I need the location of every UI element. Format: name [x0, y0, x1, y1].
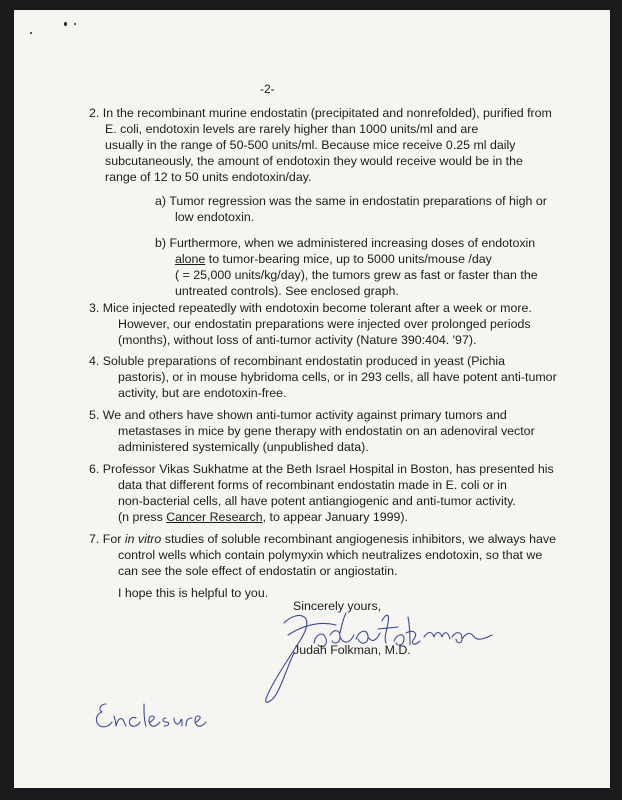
- item-2a-line: a) Tumor regression was the same in endostatin preparations of high or: [155, 194, 547, 208]
- press-prefix: (n press: [118, 510, 167, 524]
- item-6-line: [118, 510, 408, 526]
- journal-name: Cancer Research: [166, 510, 263, 524]
- item-7-line: can see the sole effect of endostatin or angiostatin.: [118, 564, 398, 578]
- item-6-line: data that different forms of recombinant endostatin made in E. coli or in: [118, 478, 507, 492]
- closing-line: I hope this is helpful to you.: [118, 586, 269, 600]
- item-2b-line: untreated controls). See enclosed graph.: [175, 284, 399, 298]
- item-6-line: non-bacterial cells, all have potent antiangiogenic and anti-tumor activity.: [118, 494, 516, 508]
- item-7-prefix: 7. For: [89, 532, 125, 546]
- in-vitro-italic: in vitro: [124, 532, 162, 546]
- item-7-line: control wells which contain polymyxin which neutralizes endotoxin, so that we: [118, 548, 543, 562]
- item-2b-text: to tumor-bearing mice, up to 5000 units/mouse /day: [205, 252, 492, 266]
- item-3-line: However, our endostatin preparations were injected over prolonged periods: [118, 317, 531, 331]
- item-4-line: activity, but are endotoxin-free.: [118, 386, 287, 400]
- item-6-line: 6. Professor Vikas Sukhatme at the Beth Israel Hospital in Boston, has presented his: [89, 462, 554, 476]
- item-2-line: 2. In the recombinant murine endostatin (precipitated and nonrefolded), purified from: [89, 106, 552, 120]
- item-5-line: 5. We and others have shown anti-tumor activity against primary tumors and: [89, 408, 507, 422]
- item-4-line: pastoris), or in mouse hybridoma cells, or in 293 cells, all have potent anti-tumor: [118, 370, 557, 384]
- item-4-line: 4. Soluble preparations of recombinant endostatin produced in yeast (Pichia: [89, 354, 506, 368]
- signer-name: Judah Folkman, M.D.: [293, 643, 411, 657]
- item-5-line: administered systemically (unpublished data).: [118, 440, 369, 454]
- item-2-line: usually in the range of 50-500 units/ml. Because mice receive 0.25 ml daily: [105, 138, 516, 152]
- paper-speck: [30, 32, 32, 34]
- underlined-alone: alone: [175, 252, 206, 266]
- item-3-line: 3. Mice injected repeatedly with endotoxin become tolerant after a week or more.: [89, 301, 532, 315]
- page-number: -2-: [260, 82, 275, 96]
- item-2b-line: b) Furthermore, when we administered increasing doses of endotoxin: [155, 236, 536, 250]
- paper-speck: [64, 22, 67, 26]
- item-2b-line: ( = 25,000 units/kg/day), the tumors grew as fast or faster than the: [175, 268, 538, 282]
- item-5-line: metastases in mice by gene therapy with endostatin on an adenoviral vector: [118, 424, 535, 438]
- item-7-line: [89, 532, 556, 548]
- item-2-line: E. coli, endotoxin levels are rarely higher than 1000 units/ml and are: [105, 122, 479, 136]
- letter-page: [14, 10, 610, 788]
- item-7-text: studies of soluble recombinant angiogenesis inhibitors, we always have: [161, 532, 556, 546]
- signoff: Sincerely yours,: [293, 599, 382, 613]
- item-2-line: range of 12 to 50 units endotoxin/day.: [105, 170, 312, 184]
- item-3-line: (months), without loss of anti-tumor activity (Nature 390:404. '97).: [118, 333, 477, 347]
- paper-speck: [74, 23, 76, 25]
- item-2a-line: low endotoxin.: [175, 210, 255, 224]
- press-suffix: , to appear January 1999).: [262, 510, 408, 524]
- item-2b-line: [175, 252, 492, 268]
- item-2-line: subcutaneously, the amount of endotoxin they would receive would be in the: [105, 154, 523, 168]
- handwritten-enclosure-note: [92, 692, 212, 742]
